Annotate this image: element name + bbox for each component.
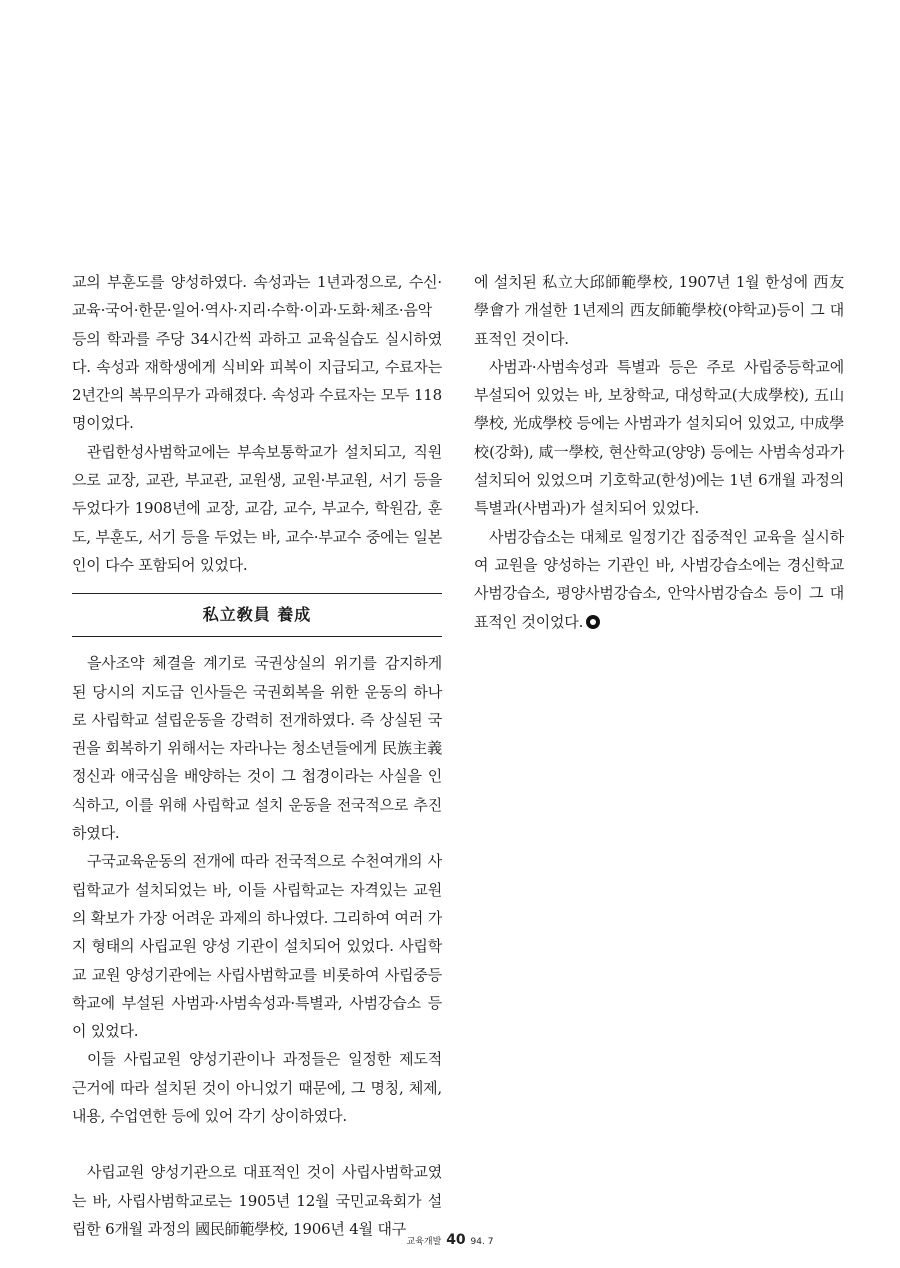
body-paragraph: 사범과·사범속성과 특별과 등은 주로 사립중등학교에 부설되어 있었는 바, 보창학교, 대성학교(大成學校), 五山學校, 光成學校 등에는 사범과가 설치되어 있었고, 中成學校(강화), 咸一學校, 현산학교(양양) 등에는 사범속성과가 설치되어 있었으며 기호학교(한성)에는 1년 6개월 과정의 특별과(사범과)가 설치되어 있었다. bbox=[474, 357, 844, 518]
body-paragraph-last bbox=[474, 523, 844, 636]
issue-date: 94. 7 bbox=[470, 1237, 494, 1247]
end-of-article-icon bbox=[586, 615, 600, 629]
body-paragraph-text: 사범강습소는 대체로 일정기간 집중적인 교육을 실시하여 교원을 양성하는 기관인 바, 사범강습소에는 경신학교 사범강습소, 평양사범강습소, 안악사범강습소 등이 그 대표적인 것이었다. bbox=[474, 527, 844, 631]
page-footer bbox=[0, 1232, 900, 1248]
section-heading: 私立敎員 養成 bbox=[72, 593, 442, 637]
paragraph-gap bbox=[72, 1130, 442, 1158]
left-column bbox=[72, 268, 442, 1243]
body-paragraph: 에 설치된 私立大邱師範學校, 1907년 1월 한성에 西友學會가 개설한 1년제의 西友師範學校(야학교)등이 그 대표적인 것이다. bbox=[474, 273, 844, 348]
body-paragraph: 사립교원 양성기관으로 대표적인 것이 사립사범학교였는 바, 사립사범학교로는 1905년 12월 국민교육회가 설립한 6개월 과정의 國民師範學校, 1906년 4월 대구 bbox=[72, 1163, 442, 1238]
body-paragraph: 구국교육운동의 전개에 따라 전국적으로 수천여개의 사립학교가 설치되었는 바, 이들 사립학교는 자격있는 교원의 확보가 가장 어려운 과제의 하나였다. 그리하여 여러 가지 형태의 사립교원 양성 기관이 설치되어 있었다. 사립학교 교원 양성기관에는 사립사범학교를 비롯하여 사립중등학교에 부설된 사범과·사범속성과·특별과, 사범강습소 등이 있었다. bbox=[72, 852, 442, 1041]
publication-name: 교육개발 bbox=[406, 1237, 442, 1247]
page-number: 40 bbox=[446, 1232, 466, 1248]
body-paragraph: 관립한성사범학교에는 부속보통학교가 설치되고, 직원으로 교장, 교관, 부교관, 교원생, 교원·부교원, 서기 등을 두었다가 1908년에 교장, 교감, 교수, 부교수, 학원감, 훈도, 부훈도, 서기 등을 두었는 바, 교수·부교수 중에는 일본인이 다수 포함되어 있었다. bbox=[72, 442, 442, 574]
body-paragraph: 이들 사립교원 양성기관이나 과정들은 일정한 제도적 근거에 따라 설치된 것이 아니었기 때문에, 그 명칭, 체제, 내용, 수업연한 등에 있어 각기 상이하였다. bbox=[72, 1050, 442, 1126]
body-paragraph: 교의 부훈도를 양성하였다. 속성과는 1년과정으로, 수신·교육·국어·한문·일어·역사·지리·수학·이과·도화·체조·음악 등의 학과를 주당 34시간씩 과하고 교육실습도 실시하였다. 속성과 재학생에게 식비와 피복이 지급되고, 수료자는 2년간의 복무의무가 과해졌다. 속성과 수료자는 모두 118명이었다. bbox=[72, 273, 442, 433]
body-paragraph: 을사조약 체결을 계기로 국권상실의 위기를 감지하게 된 당시의 지도급 인사들은 국권회복을 위한 운동의 하나로 사립학교 설립운동을 강력히 전개하였다. 즉 상실된 국권을 회복하기 위해서는 자라나는 청소년들에게 民族主義 정신과 애국심을 배양하는 것이 그 첩경이라는 사실을 인식하고, 이를 위해 사립학교 설치 운동을 전국적으로 추진하였다. bbox=[72, 654, 442, 843]
right-column bbox=[474, 268, 844, 636]
